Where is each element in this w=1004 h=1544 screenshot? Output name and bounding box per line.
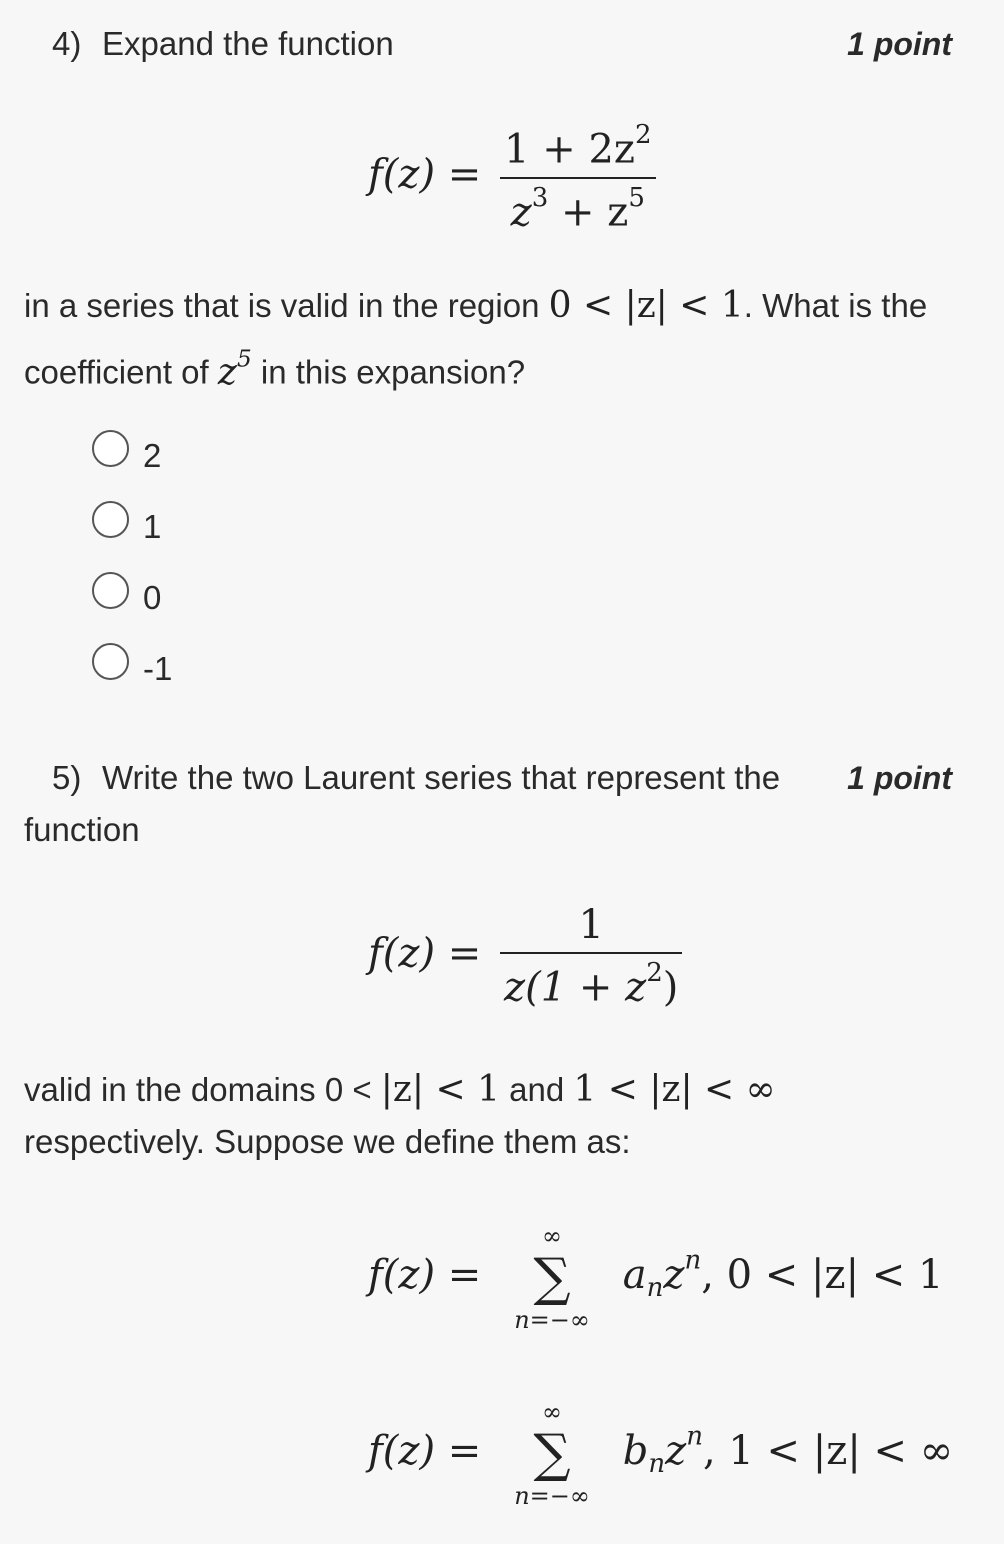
option-label: 0 [143,579,162,616]
equation-numerator: $1 + 2z^2$ [504,120,652,173]
series-condition: , 0 < |z| < 1 [701,1252,944,1298]
sigma-symbol: ∑ [533,1424,571,1484]
summation [502,1398,602,1510]
equation-denominator: $z^3 + z^5$ [510,182,645,235]
sigma-symbol: ∑ [533,1248,571,1308]
series-lhs: f(z) = [368,1428,482,1474]
fraction-bar [500,177,655,179]
option-label: 2 [143,437,162,474]
question-4-prompt: in a series that is valid in the region 0 < |z| < 1. What is the coefficient of $z^5$ in this expansion? [24,285,928,393]
question-4-number: 4) [52,25,82,62]
radio-button[interactable] [92,572,129,609]
equation-denominator: $z(1 + z^2)$ [504,958,679,1011]
question-5-title [52,752,804,804]
region-math: 0 < |z| < 1 [548,285,744,326]
sum-lower-limit: n=−∞ [514,1482,590,1510]
series-b-equation [368,1398,953,1510]
domain-2-math: 1 < |z| < ∞ [573,1069,776,1110]
equation-numerator: 1 [578,902,604,948]
series-condition: , 1 < |z| < ∞ [702,1428,954,1474]
question-5-title-text: Write the two Laurent series that represent the [102,759,781,796]
option-label: -1 [143,650,173,687]
option-1[interactable] [92,499,162,545]
fraction-bar [500,952,682,954]
question-5-equation [368,902,688,1011]
option-0[interactable] [92,570,162,616]
sum-upper-limit: ∞ [542,1222,563,1250]
question-5-number: 5) [52,759,82,796]
option-2[interactable] [92,428,162,474]
radio-button[interactable] [92,501,129,538]
radio-button[interactable] [92,643,129,680]
question-4-equation [368,120,662,235]
sum-upper-limit: ∞ [542,1398,563,1426]
sum-lower-limit: n=−∞ [514,1306,590,1334]
summation [502,1222,602,1334]
series-lhs: f(z) = [368,1252,482,1298]
equation-fraction [500,902,682,1011]
question-4-points: 1 point [847,26,952,62]
equation-lhs: f(z) = [368,151,482,198]
radio-button[interactable] [92,430,129,467]
z5-math: $z^5$ [217,344,252,393]
question-5-title-cont: function [24,811,140,848]
series-a-equation [368,1222,943,1334]
question-5-prompt: valid in the domains 0 < |z| < 1 and 1 < |z| < ∞ respectively. Suppose we define them as: [24,1069,776,1160]
option-label: 1 [143,508,162,545]
question-5-points: 1 point [847,760,952,796]
option-minus-1[interactable] [92,641,173,687]
equation-lhs: f(z) = [368,930,482,977]
question-4-title-text: Expand the function [102,25,394,62]
series-term: $a_nz^n$ [622,1245,702,1303]
domain-1-math: |z| < 1 [380,1069,500,1110]
series-term: $b_nz^n$ [622,1421,703,1479]
question-4-title [52,18,952,70]
equation-fraction [500,120,655,235]
